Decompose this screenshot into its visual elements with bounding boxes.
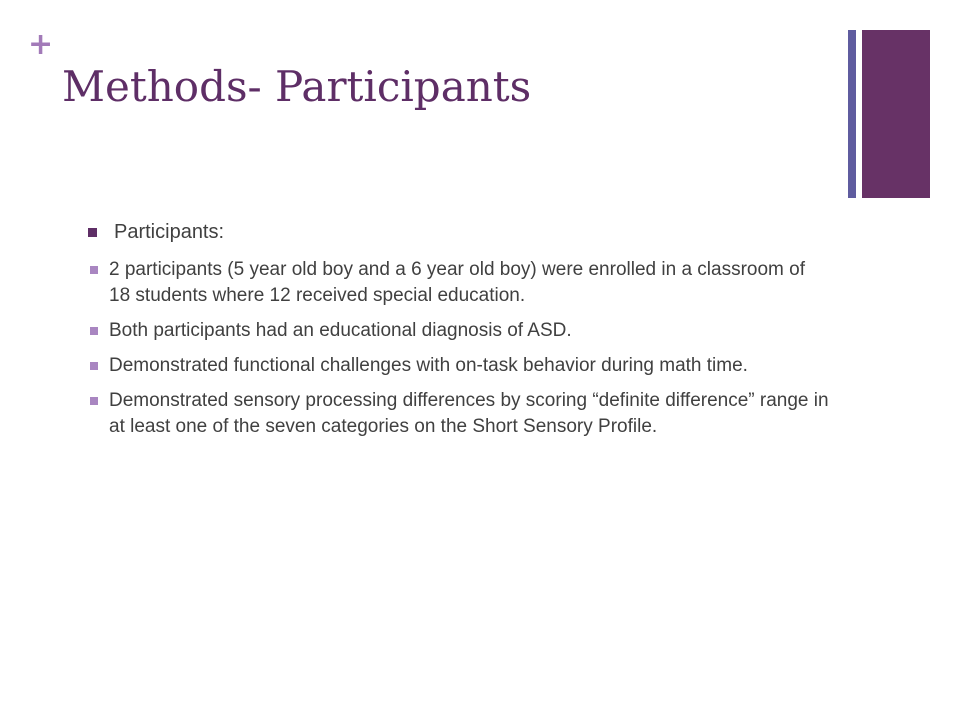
accent-bar-wide xyxy=(862,30,930,198)
square-bullet-icon xyxy=(90,362,98,370)
square-bullet-icon xyxy=(90,266,98,274)
sub-bullet-text: Demonstrated functional challenges with on-task behavior during math time. xyxy=(109,355,748,376)
square-bullet-icon xyxy=(88,228,97,237)
square-bullet-icon xyxy=(90,397,98,405)
sub-bullet-text: Both participants had an educational diagnosis of ASD. xyxy=(109,320,572,341)
square-bullet-icon xyxy=(90,327,98,335)
plus-icon: + xyxy=(28,27,54,62)
sub-bullet-list xyxy=(90,257,830,449)
sub-bullet-item xyxy=(90,353,830,379)
sub-bullet-item xyxy=(90,257,830,309)
bullet-heading-text: Participants: xyxy=(114,221,225,243)
sub-bullet-item xyxy=(90,388,830,440)
sub-bullet-text: Demonstrated sensory processing differences by scoring “definite difference” range in at least one of the seven categories on the Short Sensory Profile. xyxy=(109,390,829,437)
sub-bullet-text: 2 participants (5 year old boy and a 6 year old boy) were enrolled in a classroom of 18 students where 12 received special education. xyxy=(109,259,805,306)
slide-title: Methods- Participants xyxy=(62,62,532,111)
sub-bullet-item xyxy=(90,318,830,344)
accent-bar-thin xyxy=(848,30,856,198)
